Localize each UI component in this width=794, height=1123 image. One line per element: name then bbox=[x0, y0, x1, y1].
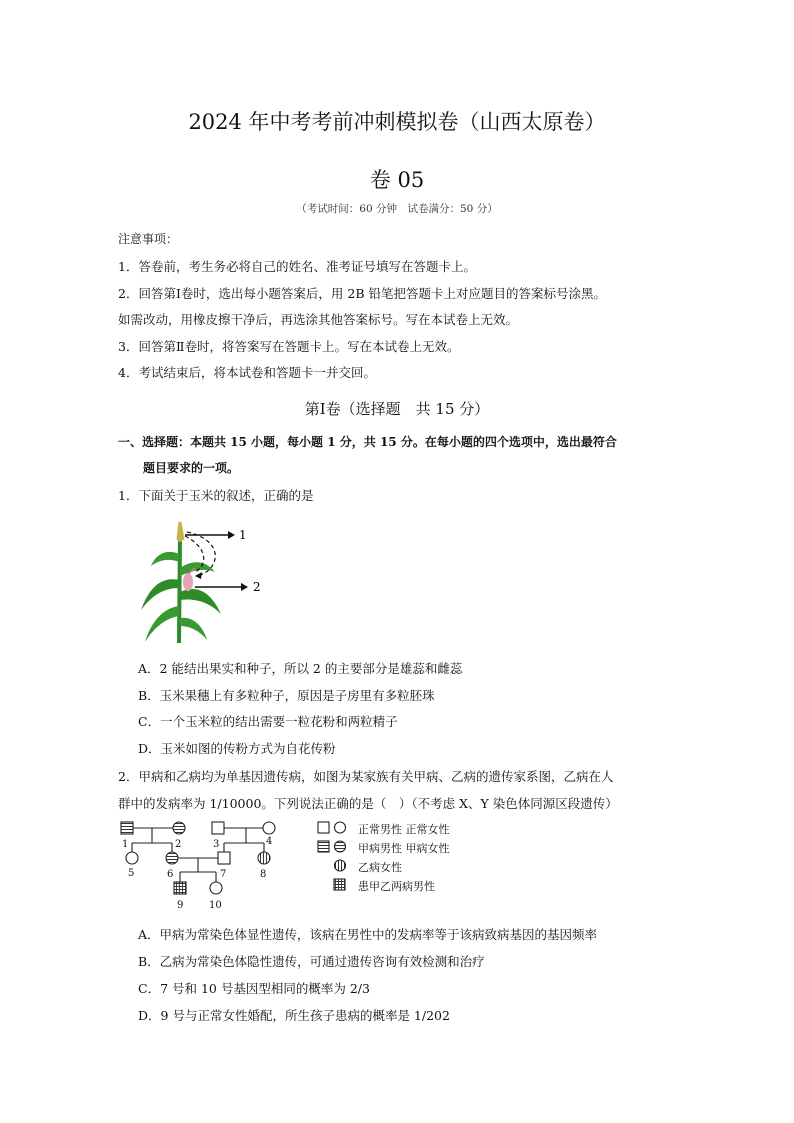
note-item: 如需改动，用橡皮擦干净后，再选涂其他答案标号。写在本试卷上无效。 bbox=[118, 312, 519, 327]
corn-plant-figure bbox=[125, 518, 275, 648]
q2-option-c: C．7 号和 10 号基因型相同的概率为 2/3 bbox=[138, 981, 370, 996]
pedigree-number: 7 bbox=[220, 869, 227, 880]
legend-normal: 正常男性 正常女性 bbox=[358, 823, 450, 836]
page-title: 2024 年中考考前冲刺模拟卷（山西太原卷） bbox=[188, 110, 606, 134]
q1-option-b: B．玉米果穗上有多粒种子，原因是子房里有多粒胚珠 bbox=[138, 688, 435, 703]
q2-option-a: A．甲病为常染色体显性遗传，该病在男性中的发病率等于该病致病基因的基因频率 bbox=[138, 927, 598, 942]
q2-option-d: D．9 号与正常女性婚配，所生孩子患病的概率是 1/202 bbox=[138, 1008, 450, 1023]
q1-stem: 1．下面关于玉米的叙述，正确的是 bbox=[118, 488, 314, 503]
legend-disease-a: 甲病男性 甲病女性 bbox=[358, 842, 450, 855]
q2-option-b: B．乙病为常染色体隐性遗传，可通过遗传咨询有效检测和治疗 bbox=[138, 954, 485, 969]
note-item: 3．回答第Ⅱ卷时，将答案写在答题卡上。写在本试卷上无效。 bbox=[118, 339, 460, 354]
pedigree-legend-symbols bbox=[316, 820, 356, 900]
pedigree-number: 8 bbox=[260, 869, 267, 880]
pedigree-number: 10 bbox=[209, 900, 222, 911]
pedigree-chart bbox=[112, 816, 292, 912]
pedigree-number: 3 bbox=[213, 839, 220, 850]
note-item: 2．回答第Ⅰ卷时，选出每小题答案后，用 2B 铅笔把答题卡上对应题目的答案标号涂黑。 bbox=[118, 286, 606, 301]
section-title: 第Ⅰ卷（选择题 共 15 分） bbox=[304, 400, 490, 418]
q1-option-d: D．玉米如图的传粉方式为自花传粉 bbox=[138, 741, 336, 756]
q1-option-a: A．2 能结出果实和种子，所以 2 的主要部分是雄蕊和雌蕊 bbox=[138, 661, 463, 676]
legend-both-diseases: 患甲乙两病男性 bbox=[358, 880, 435, 893]
pedigree-number: 6 bbox=[167, 869, 174, 880]
pedigree-number: 1 bbox=[122, 839, 129, 850]
pedigree-number: 9 bbox=[177, 900, 184, 911]
pedigree-number: 4 bbox=[266, 836, 273, 847]
q2-stem-line2: 群中的发病率为 1/10000。下列说法正确的是（ ）（不考虑 X、Y 染色体同源区段遗传） bbox=[118, 796, 618, 811]
exam-info: （考试时间：60 分钟 试卷满分：50 分） bbox=[296, 203, 498, 215]
figure-label-2: 2 bbox=[253, 580, 261, 594]
figure-label-1: 1 bbox=[239, 528, 247, 542]
q2-stem-line1: 2．甲病和乙病均为单基因遗传病，如图为某家族有关甲病、乙病的遗传家系图，乙病在人 bbox=[118, 769, 614, 784]
section-instruction: 题目要求的一项。 bbox=[143, 461, 240, 475]
pedigree-number: 5 bbox=[128, 868, 135, 879]
q1-option-c: C．一个玉米粒的结出需要一粒花粉和两粒精子 bbox=[138, 714, 398, 729]
note-item: 1．答卷前，考生务必将自己的姓名、准考证号填写在答题卡上。 bbox=[118, 259, 476, 274]
notes-heading: 注意事项： bbox=[118, 232, 179, 246]
paper-number: 卷 05 bbox=[369, 168, 425, 192]
note-item: 4．考试结束后，将本试卷和答题卡一并交回。 bbox=[118, 365, 376, 380]
pedigree-number: 2 bbox=[175, 839, 182, 850]
section-instruction: 一、选择题：本题共 15 小题，每小题 1 分，共 15 分。在每小题的四个选项中，选出最符合 bbox=[118, 435, 617, 449]
legend-disease-b: 乙病女性 bbox=[358, 861, 402, 874]
